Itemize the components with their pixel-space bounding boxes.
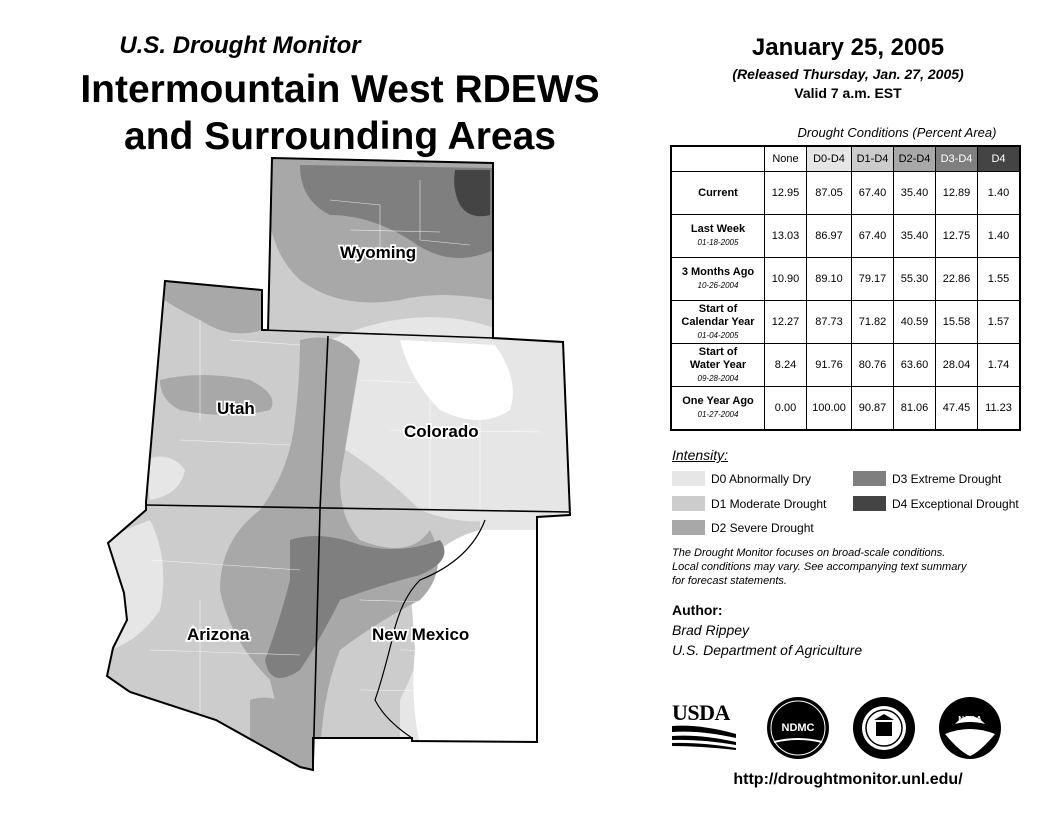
table-cell: 100.00 — [807, 387, 852, 430]
column-header: D2-D4 — [894, 147, 936, 172]
drought-map — [0, 150, 600, 790]
table-cell: 87.05 — [807, 172, 852, 215]
table-cell: 67.40 — [852, 215, 894, 258]
table-cell: 87.73 — [807, 301, 852, 344]
svg-text:USDA: USDA — [672, 700, 730, 725]
row-label — [672, 215, 765, 258]
table-cell: 0.00 — [765, 387, 807, 430]
row-date: 01-18-2005 — [697, 238, 739, 247]
state-label-utah: Utah — [217, 399, 255, 418]
legend-item — [853, 471, 1001, 486]
table-cell: 81.06 — [894, 387, 936, 430]
table-cell: 12.27 — [765, 301, 807, 344]
column-header: D3-D4 — [936, 147, 978, 172]
ndmc-logo — [767, 697, 829, 759]
row-label — [672, 258, 765, 301]
note-line3: for forecast statements. — [672, 575, 787, 587]
noaa-logo — [939, 697, 1001, 759]
drought-note — [672, 546, 1032, 588]
row-label-text: Start of — [698, 345, 738, 358]
table-row — [672, 215, 1020, 258]
commerce-seal — [853, 697, 915, 759]
legend-label: D0 Abnormally Dry — [711, 471, 812, 486]
table-cell: 11.23 — [978, 387, 1020, 430]
table-cell: 1.40 — [978, 215, 1020, 258]
column-header: D0-D4 — [807, 147, 852, 172]
legend-label: D1 Moderate Drought — [711, 496, 827, 511]
table-cell: 63.60 — [894, 344, 936, 387]
table-cell: 35.40 — [894, 215, 936, 258]
intensity-legend — [672, 447, 1042, 463]
table-row — [672, 258, 1020, 301]
row-label — [672, 172, 765, 215]
table-cell: 47.45 — [936, 387, 978, 430]
table-row — [672, 344, 1020, 387]
legend-swatch — [853, 496, 886, 511]
table-cell: 8.24 — [765, 344, 807, 387]
column-header: None — [765, 147, 807, 172]
row-label-text: Calendar Year — [681, 315, 755, 328]
author-name: Brad Rippey — [672, 622, 750, 638]
legend-label: D2 Severe Drought — [711, 520, 814, 535]
date-block — [670, 34, 1026, 101]
released-date: (Released Thursday, Jan. 27, 2005) — [732, 66, 964, 82]
table-cell: 12.75 — [936, 215, 978, 258]
note-line2: Local conditions may vary. See accompanying text summary — [672, 561, 967, 573]
date-title: January 25, 2005 — [751, 34, 945, 61]
legend-item — [853, 496, 1019, 511]
legend-swatch — [672, 471, 705, 486]
svg-text:NDMC: NDMC — [781, 722, 815, 734]
row-label-text: Start of — [698, 302, 738, 315]
table-cell: 1.74 — [978, 344, 1020, 387]
table-row — [672, 301, 1020, 344]
intensity-title: Intensity: — [672, 447, 729, 463]
row-label — [672, 301, 765, 344]
legend-item — [672, 471, 811, 486]
table-cell: 1.40 — [978, 172, 1020, 215]
author-heading: Author: — [672, 602, 723, 618]
table-cell: 55.30 — [894, 258, 936, 301]
row-label — [672, 387, 765, 430]
table-cell: 86.97 — [807, 215, 852, 258]
row-label-text: 3 Months Ago — [681, 266, 755, 278]
drought-shading — [0, 150, 600, 790]
table-cell: 12.89 — [936, 172, 978, 215]
table-cell: 90.87 — [852, 387, 894, 430]
main-title-line1: Intermountain West RDEWS — [80, 68, 600, 111]
table-cell: 80.76 — [852, 344, 894, 387]
legend-item — [672, 496, 826, 511]
legend-label: D3 Extreme Drought — [892, 471, 1002, 486]
row-date: 01-04-2005 — [697, 330, 739, 340]
row-date: 10-26-2004 — [697, 281, 739, 290]
main-title-line2: and Surrounding Areas — [124, 115, 556, 158]
table-cell: 12.95 — [765, 172, 807, 215]
row-date: 01-27-2004 — [697, 410, 739, 419]
legend-swatch — [672, 496, 705, 511]
svg-text:NOAA: NOAA — [958, 715, 982, 724]
state-label-new-mexico: New Mexico — [372, 625, 470, 644]
table-header-row — [672, 147, 1020, 172]
row-date: 09-28-2004 — [697, 373, 739, 383]
table-cell: 10.90 — [765, 258, 807, 301]
main-title — [20, 66, 660, 160]
state-label-wyoming: Wyoming — [340, 243, 417, 262]
table-cell: 71.82 — [852, 301, 894, 344]
author-block — [672, 600, 862, 660]
table-row — [672, 387, 1020, 430]
table-cell: 79.17 — [852, 258, 894, 301]
row-label-text: Last Week — [690, 223, 746, 235]
table-cell: 1.55 — [978, 258, 1020, 301]
state-label-arizona: Arizona — [187, 625, 250, 644]
table-cell: 15.58 — [936, 301, 978, 344]
table-cell: 13.03 — [765, 215, 807, 258]
table-corner — [672, 147, 765, 172]
legend-swatch — [672, 520, 705, 535]
row-label-text: Current — [698, 186, 738, 199]
monitor-url[interactable]: http://droughtmonitor.unl.edu/ — [733, 771, 963, 788]
valid-time: Valid 7 a.m. EST — [794, 85, 902, 101]
legend-label: D4 Exceptional Drought — [892, 496, 1019, 511]
table-cell: 35.40 — [894, 172, 936, 215]
table-cell: 89.10 — [807, 258, 852, 301]
column-header: D4 — [978, 147, 1020, 172]
d0-colorado-east — [550, 380, 575, 430]
legend-item — [672, 520, 814, 535]
legend-swatch — [853, 471, 886, 486]
table-cell: 40.59 — [894, 301, 936, 344]
table-cell: 67.40 — [852, 172, 894, 215]
drought-conditions-table — [671, 146, 1020, 430]
row-label-text: Water Year — [689, 358, 747, 371]
author-org: U.S. Department of Agriculture — [672, 642, 863, 658]
usda-logo — [672, 700, 736, 750]
table-row — [672, 172, 1020, 215]
table-cell: 28.04 — [936, 344, 978, 387]
state-label-colorado: Colorado — [404, 422, 479, 441]
agency-logos — [670, 694, 1026, 764]
row-label-text: One Year Ago — [682, 395, 754, 407]
table-cell: 1.57 — [978, 301, 1020, 344]
column-header: D1-D4 — [852, 147, 894, 172]
table-caption: Drought Conditions (Percent Area) — [797, 125, 997, 140]
table-cell: 22.86 — [936, 258, 978, 301]
table-cell: 91.76 — [807, 344, 852, 387]
supertitle: U.S. Drought Monitor — [119, 32, 361, 59]
note-line1: The Drought Monitor focuses on broad-scale conditions. — [672, 547, 946, 559]
row-label — [672, 344, 765, 387]
